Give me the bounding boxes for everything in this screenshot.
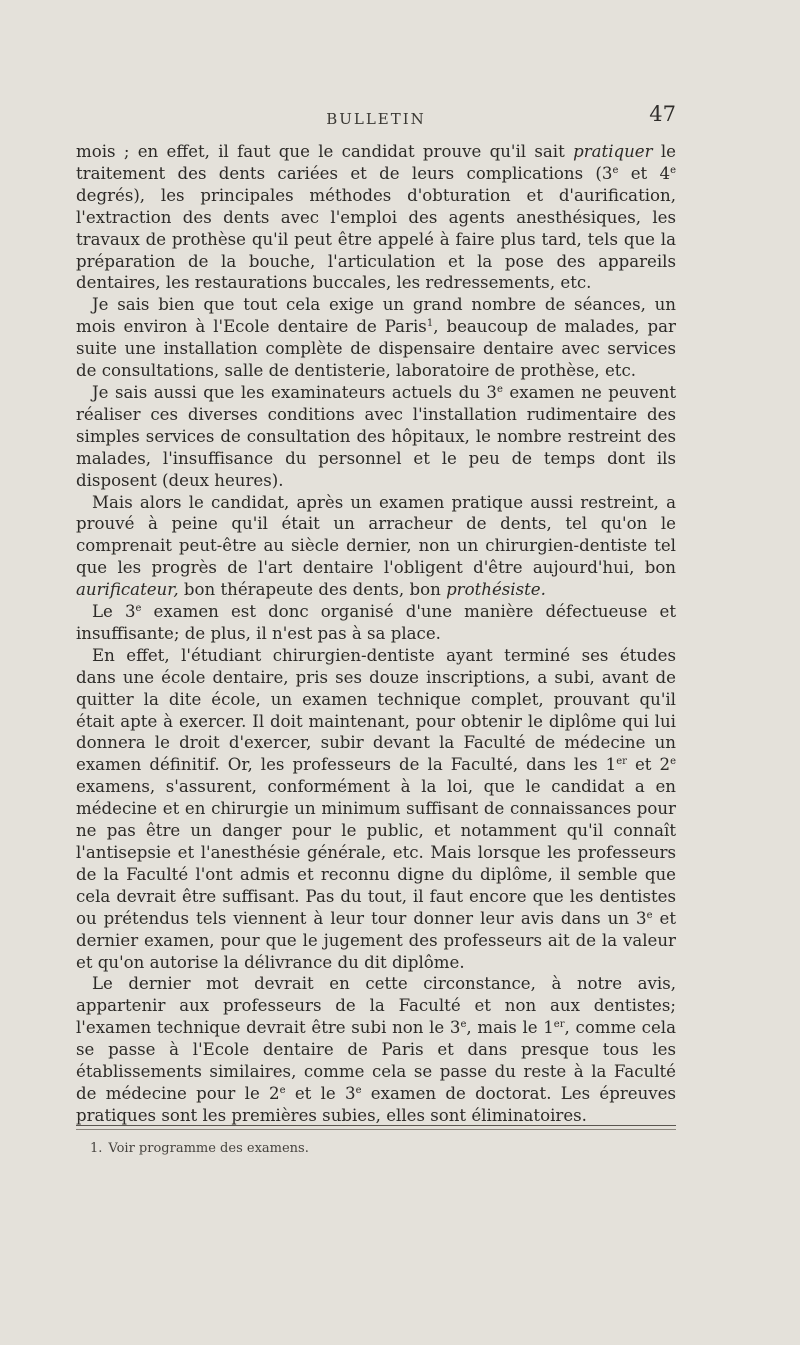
page-number: 47 (649, 102, 676, 126)
running-title: BULLETIN (326, 110, 426, 128)
text-run: , comme cela se passe à l'Ecole dentaire de Paris et dans presque tous les établissements similaires, comme cela se passe du reste à la Faculté de médecine pour le 2 (76, 1018, 676, 1103)
superscript: e (670, 164, 676, 176)
superscript: e (355, 1084, 362, 1096)
superscript: e (279, 1084, 286, 1096)
italic-term: aurificateur, (76, 580, 179, 600)
superscript: e (612, 164, 619, 176)
text-run: Le dernier mot devrait en cette circonstance, à notre avis, appartenir aux professeurs de la Faculté et non aux dentistes; l'examen technique devrait être subi non le 3 (76, 974, 676, 1038)
text-run: examen est donc organisé d'une manière défectueuse et insuffisante; de plus, il n'est pas à sa place. (76, 602, 676, 643)
italic-term: prothésiste. (446, 580, 546, 600)
superscript: e (460, 1019, 467, 1031)
superscript: e (135, 603, 142, 615)
superscript: e (646, 909, 653, 921)
footnote-divider-secondary (76, 1129, 676, 1130)
text-run: le traitement des dents cariées et de leurs complications (3 (76, 142, 676, 183)
footnote-text: Voir programme des examens. (108, 1141, 309, 1156)
text-run: degrés), les principales méthodes d'obturation et d'aurification, l'extraction des dents avec l'emploi des agents anesthésiques, les travaux de prothèse qu'il peut être appelé à faire plus tard, tels que la préparation de la bouche, l'articulation et la pose des appareils dentaires, les restaurations buccales, les redressements, etc. (76, 185, 676, 293)
text-run: examen ne peuvent réaliser ces diverses conditions avec l'installation rudimentaire des simples services de consultation des hôpitaux, le nombre restreint des malades, l'insuffisance du personnel et le peu de temps dont ils disposent (deux heures). (76, 382, 676, 490)
text-run: et 2 (626, 755, 671, 775)
paragraph-2 (76, 294, 676, 382)
text-run: et dernier examen, pour que le jugement des professeurs ait de la valeur et qu'on autorise la délivrance du dit diplôme. (76, 908, 677, 972)
text-run: examen de doctorat. Les épreuves pratiques sont les premières subies, elles sont éliminatoires. (76, 1083, 676, 1125)
paragraph-3 (76, 382, 676, 492)
text-run: et 4 (618, 163, 671, 183)
text-run: En effet, l'étudiant chirurgien-dentiste ayant terminé ses études dans une école dentaire, pris ses douze inscriptions, a subi, avant de quitter la dite école, un examen technique complet, prouvant qu'il était apte à exercer. Il doit maintenant, pour obtenir le diplôme qui lui donnera le droit d'exercer, subir devant la Faculté de médecine un examen définitif. Or, les professeurs de la Faculté, dans les 1 (76, 645, 676, 775)
body-text (76, 141, 676, 1127)
superscript: er (616, 756, 627, 768)
text-run: , mais le 1 (466, 1018, 554, 1038)
page-header (76, 102, 676, 132)
text-run: et le 3 (285, 1083, 356, 1103)
paragraph-4 (76, 492, 676, 602)
superscript: er (553, 1019, 565, 1031)
text-run: examens, s'assurent, conformément à la loi, que le candidat a en médecine et en chirurgie un minimum suffisant de connaissances pour ne pas être un danger pour le public, et notamment qu'il connaît l'antisepsie et l'anesthésie générale, etc. Mais lorsque les professeurs de la Faculté l'ont admis et reconnu digne du diplôme, il semble que cela devrait être suffisant. Pas du tout, il faut encore que les dentistes ou prétendus tels viennent à leur tour donner leur avis dans un 3 (76, 777, 676, 928)
text-run: Mais alors le candidat, après un examen pratique aussi restreint, a prouvé à peine qu'il était un arracheur de dents, tel qu'on le comprenait peut-être au siècle dernier, non un chirurgien-dentiste tel que les progrès de l'art dentaire l'obligent d'être aujourd'hui, bon (76, 492, 676, 578)
superscript: e (496, 383, 503, 395)
paragraph-7 (76, 973, 676, 1126)
superscript: e (670, 756, 676, 768)
paragraph-1 (76, 141, 676, 294)
footnote-divider (76, 1125, 676, 1126)
text-run: Je sais aussi que les examinateurs actuels du 3 (92, 382, 497, 402)
paragraph-5 (76, 601, 676, 645)
text-run: mois ; en effet, il faut que le candidat prouve qu'il sait (76, 142, 574, 161)
footnote-mark: 1. (90, 1141, 103, 1156)
paragraph-6 (76, 645, 676, 974)
italic-term: pratiquer (573, 142, 653, 161)
text-run: Je sais bien que tout cela exige un grand nombre de séances, un mois environ à l'Ecole dentaire de Paris (76, 295, 676, 337)
text-run: Le 3 (92, 602, 136, 622)
text-run: , beaucoup de malades, par suite une installation complète de dispensaire dentaire avec services de consultations, salle de dentisterie, laboratoire de prothèse, etc. (76, 317, 676, 381)
footnote (90, 1140, 670, 1158)
text-run: bon thérapeute des dents, bon (178, 580, 447, 600)
footnote-reference[interactable]: 1 (426, 318, 434, 330)
